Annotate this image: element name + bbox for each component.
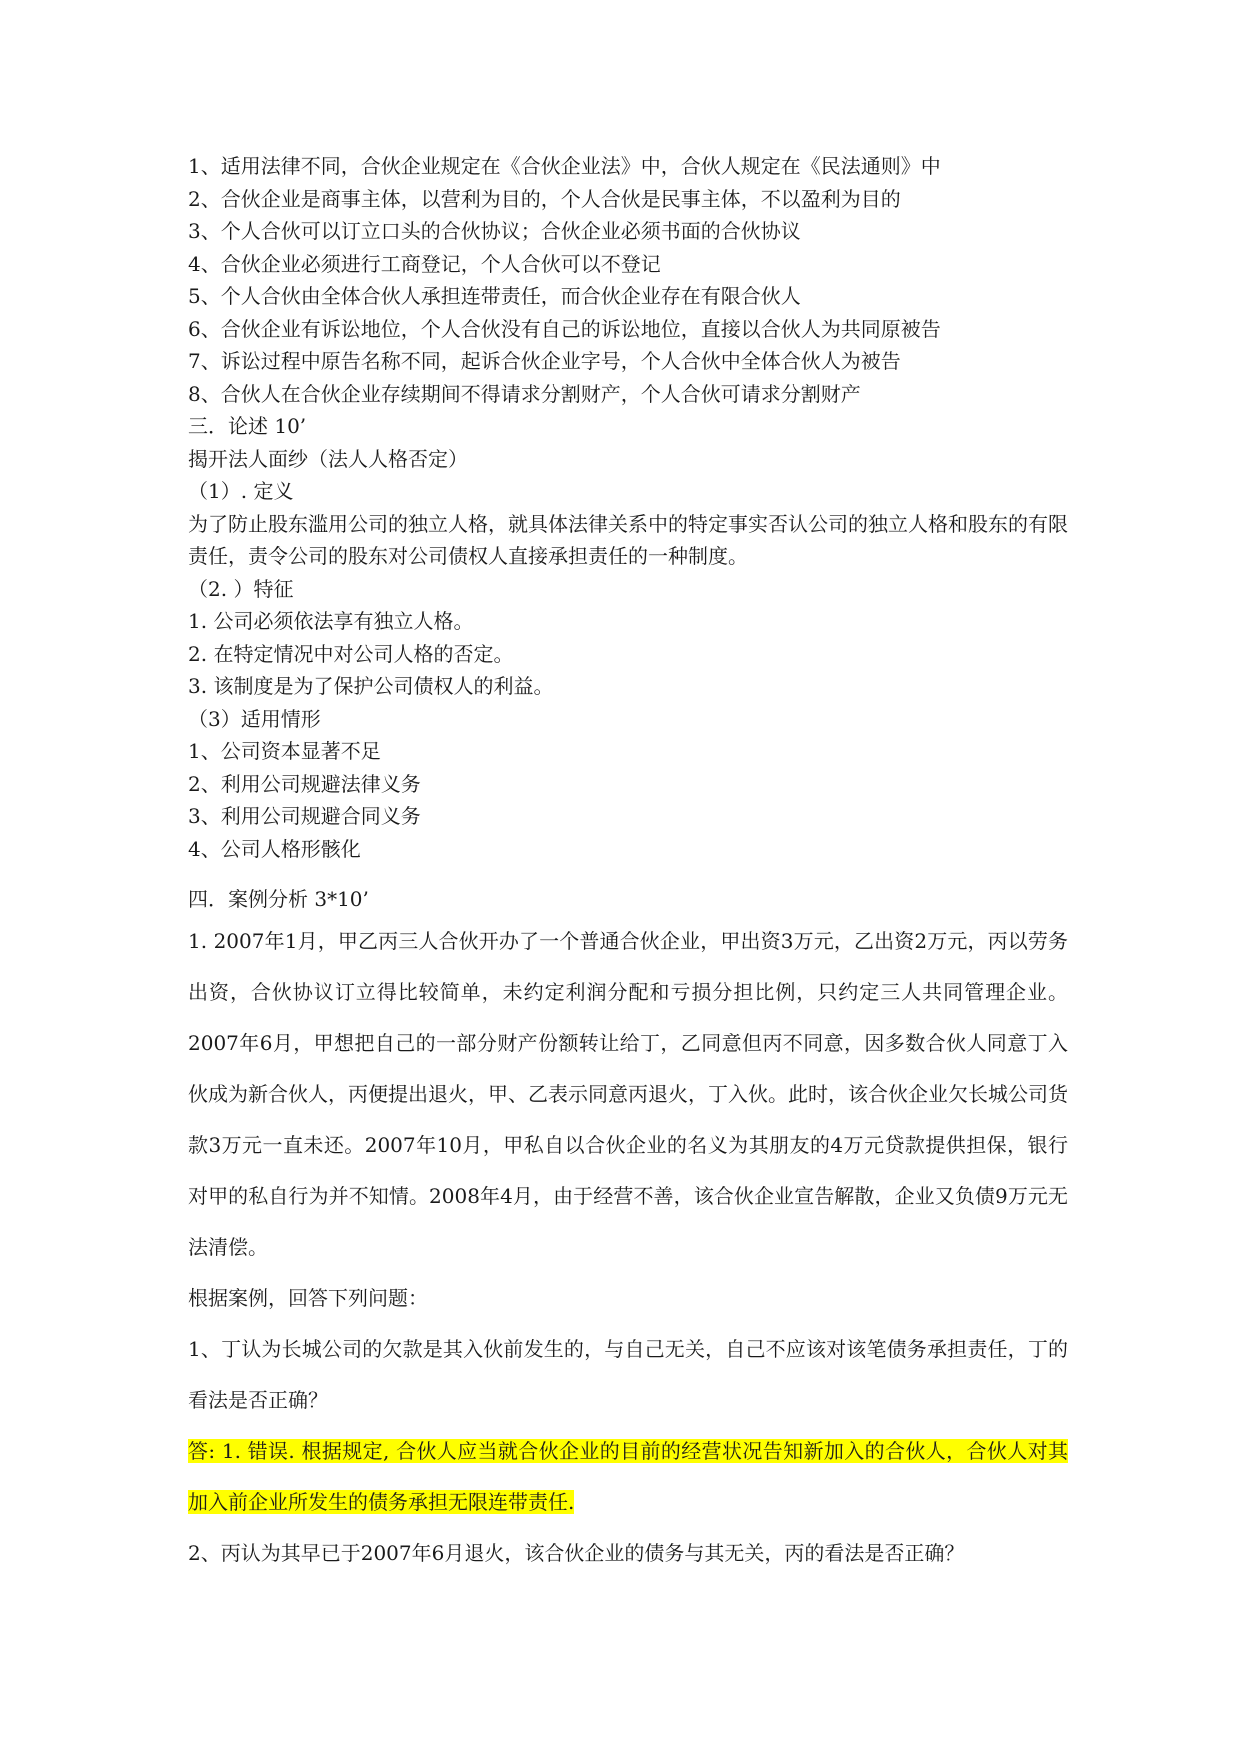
list-item: 1、公司资本显著不足	[188, 739, 381, 763]
list-item: 3、利用公司规避合同义务	[188, 804, 421, 828]
list-item: 3、个人合伙可以订立口头的合伙协议；合伙企业必须书面的合伙协议	[188, 219, 801, 243]
list-item: 7、诉讼过程中原告名称不同，起诉合伙企业字号，个人合伙中全体合伙人为被告	[188, 349, 901, 373]
question-2: 2、丙认为其早已于2007年6月退火，该合伙企业的债务与其无关，丙的看法是否正确？	[188, 1540, 965, 1565]
topic-title: 揭开法人面纱（法人人格否定）	[188, 446, 468, 471]
list-item: 4、合伙企业必须进行工商登记，个人合伙可以不登记	[188, 251, 661, 276]
list-item: 1. 公司必须依法享有独立人格。	[188, 609, 474, 633]
list-item: 3. 该制度是为了保护公司债权人的利益。	[188, 674, 554, 698]
answer-1	[188, 1426, 1068, 1528]
subsection-heading: （2. ）特征	[188, 576, 294, 601]
list-item: 2、利用公司规避法律义务	[188, 771, 421, 796]
definition-paragraph: 为了防止股东滥用公司的独立人格，就具体法律关系中的特定事实否认公司的独立人格和股东的有限责任，责令公司的股东对公司债权人直接承担责任的一种制度。	[188, 511, 1068, 568]
subsection-heading: （3）适用情形	[188, 706, 321, 731]
section-spacer	[188, 865, 1068, 883]
question-prompt: 根据案例，回答下列问题：	[188, 1285, 428, 1310]
list-item: 1、适用法律不同，合伙企业规定在《合伙企业法》中，合伙人规定在《民法通则》中	[188, 154, 941, 178]
section-heading: 四．案例分析 3*10’	[188, 887, 369, 911]
list-item: 5、个人合伙由全体合伙人承担连带责任，而合伙企业存在有限合伙人	[188, 284, 801, 308]
list-item: 2、合伙企业是商事主体，以营利为目的，个人合伙是民事主体，不以盈利为目的	[188, 186, 901, 211]
list-item: 2. 在特定情况中对公司人格的否定。	[188, 641, 514, 666]
section-heading: 三．论述 10’	[188, 414, 307, 438]
subsection-heading: （1）. 定义	[188, 479, 294, 503]
list-item: 6、合伙企业有诉讼地位，个人合伙没有自己的诉讼地位，直接以合伙人为共同原被告	[188, 316, 941, 341]
list-item: 4、公司人格形骸化	[188, 836, 361, 861]
document-page	[188, 150, 1068, 1579]
list-item: 8、合伙人在合伙企业存续期间不得请求分割财产，个人合伙可请求分割财产	[188, 381, 861, 406]
question-1: 1、丁认为长城公司的欠款是其入伙前发生的，与自己无关，自己不应该对该笔债务承担责任，丁的看法是否正确？	[188, 1336, 1068, 1412]
answer-1-highlight: 答: 1. 错误. 根据规定, 合伙人应当就合伙企业的目前的经营状况告知新加入的合伙人，合伙人对其加入前企业所发生的债务承担无限连带责任.	[188, 1438, 1068, 1514]
case-paragraph: 1. 2007年1月，甲乙丙三人合伙开办了一个普通合伙企业，甲出资3万元，乙出资2万元，丙以劳务出资，合伙协议订立得比较简单，未约定利润分配和亏损分担比例，只约定三人共同管理企业。2007年6月，甲想把自己的一部分财产份额转让给丁，乙同意但丙不同意，因多数合伙人同意丁入伙成为新合伙人，丙便提出退火，甲、乙表示同意丙退火，丁入伙。此时，该合伙企业欠长城公司货款3万元一直未还。2007年10月，甲私自以合伙企业的名义为其朋友的4万元贷款提供担保，银行对甲的私自行为并不知情。2008年4月，由于经营不善，该合伙企业宣告解散，企业又负债9万元无法清偿。	[188, 928, 1068, 1259]
